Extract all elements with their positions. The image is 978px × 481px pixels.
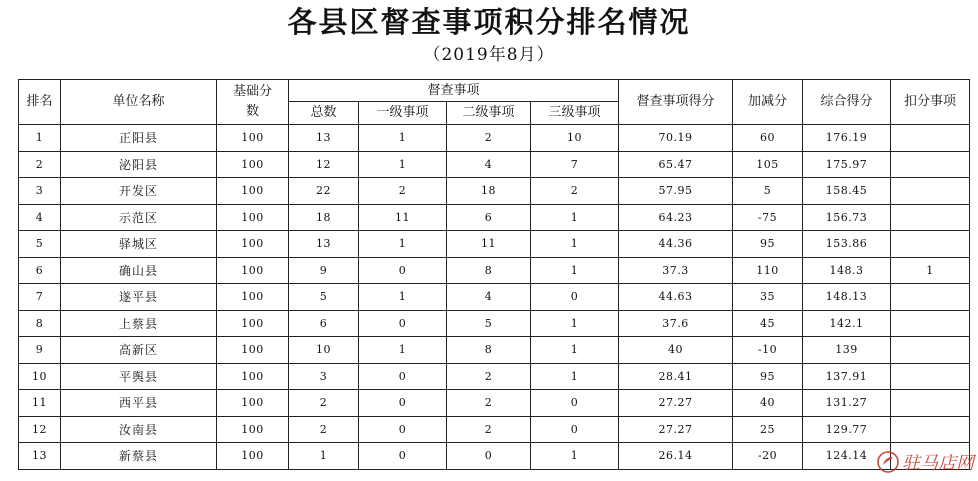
cell-item-score: 26.14: [619, 443, 733, 470]
cell-level3: 1: [531, 204, 619, 231]
cell-total: 13: [289, 231, 359, 258]
table-row: [19, 310, 970, 337]
cell-base: 100: [217, 204, 289, 231]
cell-deduct: [891, 337, 970, 364]
cell-item-score: 27.27: [619, 390, 733, 417]
header-base-label: 基础分数: [232, 84, 272, 119]
cell-rank: 7: [19, 284, 61, 311]
cell-rank: 11: [19, 390, 61, 417]
table-row: [19, 178, 970, 205]
header-plus-minus: 加减分: [733, 80, 803, 125]
cell-level2: 18: [447, 178, 531, 205]
header-row-1: [19, 80, 970, 102]
cell-level2: 2: [447, 363, 531, 390]
cell-base: 100: [217, 178, 289, 205]
cell-base: 100: [217, 257, 289, 284]
cell-total: 2: [289, 390, 359, 417]
cell-level2: 6: [447, 204, 531, 231]
cell-level2: 2: [447, 390, 531, 417]
cell-overall: 156.73: [803, 204, 891, 231]
cell-level3: 10: [531, 125, 619, 152]
cell-level2: 2: [447, 125, 531, 152]
cell-overall: 129.77: [803, 416, 891, 443]
cell-rank: 12: [19, 416, 61, 443]
cell-overall: 131.27: [803, 390, 891, 417]
cell-level1: 1: [359, 337, 447, 364]
table-row: [19, 204, 970, 231]
cell-unit: 驿城区: [61, 231, 217, 258]
cell-total: 18: [289, 204, 359, 231]
cell-overall: 142.1: [803, 310, 891, 337]
site-watermark: [877, 449, 974, 475]
cell-level3: 1: [531, 257, 619, 284]
cell-deduct: [891, 363, 970, 390]
cell-rank: 1: [19, 125, 61, 152]
cell-plus-minus: 35: [733, 284, 803, 311]
header-level2: 二级事项: [447, 102, 531, 125]
table-row: [19, 151, 970, 178]
cell-level3: 1: [531, 310, 619, 337]
cell-item-score: 37.6: [619, 310, 733, 337]
cell-base: 100: [217, 443, 289, 470]
cell-deduct: [891, 204, 970, 231]
table-row: [19, 416, 970, 443]
cell-item-score: 28.41: [619, 363, 733, 390]
cell-item-score: 44.63: [619, 284, 733, 311]
header-total: 总数: [289, 102, 359, 125]
cell-base: 100: [217, 310, 289, 337]
cell-overall: 158.45: [803, 178, 891, 205]
cell-level1: 0: [359, 443, 447, 470]
cell-plus-minus: 25: [733, 416, 803, 443]
header-items-group: 督查事项: [289, 80, 619, 102]
cell-deduct: [891, 416, 970, 443]
cell-level3: 2: [531, 178, 619, 205]
cell-total: 6: [289, 310, 359, 337]
cell-rank: 4: [19, 204, 61, 231]
cell-total: 22: [289, 178, 359, 205]
cell-plus-minus: 40: [733, 390, 803, 417]
header-overall: 综合得分: [803, 80, 891, 125]
cell-level1: 0: [359, 363, 447, 390]
document-title: 各县区督查事项积分排名情况: [287, 5, 691, 39]
cell-total: 9: [289, 257, 359, 284]
cell-base: 100: [217, 151, 289, 178]
cell-plus-minus: -75: [733, 204, 803, 231]
cell-plus-minus: 105: [733, 151, 803, 178]
cell-deduct: [891, 284, 970, 311]
cell-unit: 示范区: [61, 204, 217, 231]
cell-level3: 7: [531, 151, 619, 178]
cell-deduct: [891, 125, 970, 152]
cell-unit: 正阳县: [61, 125, 217, 152]
ranking-table: [18, 79, 970, 470]
cell-overall: 124.14: [803, 443, 891, 470]
cell-level2: 4: [447, 151, 531, 178]
cell-deduct: [891, 390, 970, 417]
cell-level2: 8: [447, 337, 531, 364]
header-base: [217, 80, 289, 125]
cell-level3: 0: [531, 284, 619, 311]
cell-item-score: 64.23: [619, 204, 733, 231]
cell-deduct: 1: [891, 257, 970, 284]
cell-overall: 148.13: [803, 284, 891, 311]
cell-item-score: 44.36: [619, 231, 733, 258]
cell-level1: 0: [359, 416, 447, 443]
cell-deduct: [891, 151, 970, 178]
table-row: [19, 231, 970, 258]
header-deduct: 扣分事项: [891, 80, 970, 125]
cell-level3: 1: [531, 363, 619, 390]
cell-level1: 2: [359, 178, 447, 205]
cell-unit: 新蔡县: [61, 443, 217, 470]
cell-overall: 176.19: [803, 125, 891, 152]
table-row: [19, 125, 970, 152]
cell-plus-minus: 60: [733, 125, 803, 152]
header-item-score: 督查事项得分: [619, 80, 733, 125]
document-subtitle: （2019年8月）: [423, 45, 555, 65]
cell-unit: 确山县: [61, 257, 217, 284]
cell-item-score: 57.95: [619, 178, 733, 205]
cell-base: 100: [217, 284, 289, 311]
cell-overall: 148.3: [803, 257, 891, 284]
table-row: [19, 337, 970, 364]
cell-rank: 13: [19, 443, 61, 470]
cell-item-score: 40: [619, 337, 733, 364]
header-level1: 一级事项: [359, 102, 447, 125]
cell-level1: 0: [359, 390, 447, 417]
cell-item-score: 65.47: [619, 151, 733, 178]
cell-base: 100: [217, 363, 289, 390]
cell-level3: 1: [531, 231, 619, 258]
cell-rank: 5: [19, 231, 61, 258]
header-unit: 单位名称: [61, 80, 217, 125]
cell-level1: 11: [359, 204, 447, 231]
cell-unit: 上蔡县: [61, 310, 217, 337]
cell-level3: 1: [531, 443, 619, 470]
table-row: [19, 390, 970, 417]
table-body: [19, 125, 970, 470]
cell-unit: 开发区: [61, 178, 217, 205]
table-row: [19, 257, 970, 284]
cell-rank: 6: [19, 257, 61, 284]
cell-total: 5: [289, 284, 359, 311]
cell-overall: 139: [803, 337, 891, 364]
table-row: [19, 363, 970, 390]
header-rank: 排名: [19, 80, 61, 125]
cell-unit: 平舆县: [61, 363, 217, 390]
cell-level2: 8: [447, 257, 531, 284]
watermark-text: 驻马店网: [902, 453, 974, 474]
cell-overall: 153.86: [803, 231, 891, 258]
cell-unit: 汝南县: [61, 416, 217, 443]
cell-level3: 0: [531, 390, 619, 417]
cell-unit: 西平县: [61, 390, 217, 417]
cell-level2: 11: [447, 231, 531, 258]
cell-deduct: [891, 310, 970, 337]
cell-base: 100: [217, 231, 289, 258]
cell-total: 12: [289, 151, 359, 178]
cell-unit: 遂平县: [61, 284, 217, 311]
table-row: [19, 443, 970, 470]
cell-plus-minus: 5: [733, 178, 803, 205]
cell-plus-minus: 95: [733, 363, 803, 390]
cell-level2: 2: [447, 416, 531, 443]
cell-level1: 1: [359, 151, 447, 178]
cell-item-score: 37.3: [619, 257, 733, 284]
cell-unit: 泌阳县: [61, 151, 217, 178]
cell-item-score: 70.19: [619, 125, 733, 152]
cell-overall: 175.97: [803, 151, 891, 178]
cell-rank: 9: [19, 337, 61, 364]
cell-plus-minus: -10: [733, 337, 803, 364]
cell-level2: 5: [447, 310, 531, 337]
cell-overall: 137.91: [803, 363, 891, 390]
cell-rank: 8: [19, 310, 61, 337]
cell-total: 10: [289, 337, 359, 364]
cell-level3: 0: [531, 416, 619, 443]
cell-level1: 1: [359, 284, 447, 311]
cell-plus-minus: 110: [733, 257, 803, 284]
cell-plus-minus: -20: [733, 443, 803, 470]
leaf-logo-icon: [877, 451, 899, 473]
header-level3: 三级事项: [531, 102, 619, 125]
cell-base: 100: [217, 125, 289, 152]
cell-unit: 高新区: [61, 337, 217, 364]
cell-level1: 1: [359, 231, 447, 258]
cell-total: 1: [289, 443, 359, 470]
cell-level2: 4: [447, 284, 531, 311]
cell-deduct: [891, 178, 970, 205]
cell-base: 100: [217, 390, 289, 417]
cell-level1: 1: [359, 125, 447, 152]
cell-level1: 0: [359, 310, 447, 337]
cell-total: 3: [289, 363, 359, 390]
cell-total: 13: [289, 125, 359, 152]
cell-rank: 3: [19, 178, 61, 205]
cell-plus-minus: 95: [733, 231, 803, 258]
cell-level2: 0: [447, 443, 531, 470]
cell-rank: 2: [19, 151, 61, 178]
cell-base: 100: [217, 416, 289, 443]
cell-plus-minus: 45: [733, 310, 803, 337]
cell-rank: 10: [19, 363, 61, 390]
cell-deduct: [891, 231, 970, 258]
cell-item-score: 27.27: [619, 416, 733, 443]
cell-total: 2: [289, 416, 359, 443]
table-row: [19, 284, 970, 311]
cell-level3: 1: [531, 337, 619, 364]
cell-level1: 0: [359, 257, 447, 284]
cell-base: 100: [217, 337, 289, 364]
